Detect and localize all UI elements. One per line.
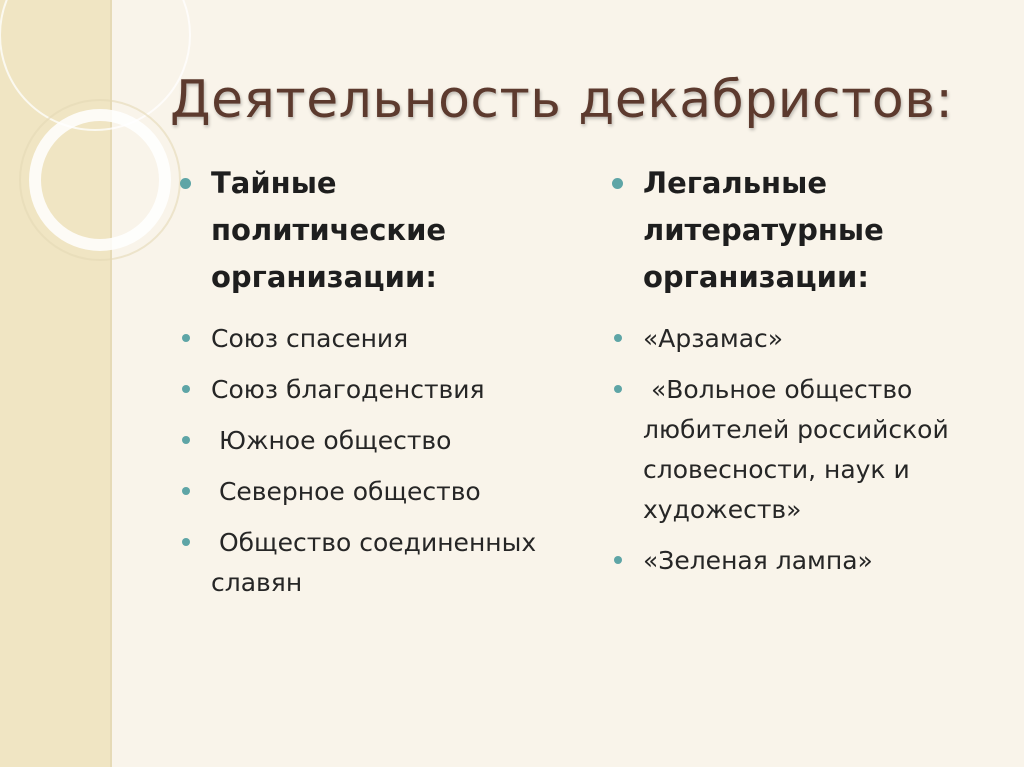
bullet-icon [182,436,190,444]
secret-organizations-list [180,319,560,603]
bullet-icon [180,178,191,189]
list-item [180,523,560,603]
list-item-text: Южное общество [211,426,452,455]
list-item-text: «Вольное общество любителей российской словесности, наук и художеств» [643,375,957,524]
list-item [612,319,1012,359]
slide-title: Деятельность декабристов: [170,70,954,130]
legal-organizations-column [612,160,1012,592]
secret-organizations-heading: Тайные политические организации: [211,166,447,294]
list-item-text: «Арзамас» [643,324,784,353]
secret-organizations-column [180,160,560,614]
bullet-icon [614,334,622,342]
list-item [180,319,560,359]
bullet-icon [182,487,190,495]
legal-organizations-heading: Легальные литературные организации: [643,166,884,294]
list-item-text: Союз благоденствия [211,375,485,404]
bullet-icon [614,385,622,393]
list-item-text: Северное общество [211,477,481,506]
decorative-circles [0,0,200,280]
legal-organizations-list [612,319,1012,581]
bullet-icon [612,178,623,189]
list-item [180,421,560,461]
list-item [180,472,560,512]
list-item [612,541,1012,581]
legal-organizations-heading-row [612,160,1012,301]
list-item-text: Союз спасения [211,324,409,353]
secret-organizations-heading-row [180,160,560,301]
bullet-icon [182,538,190,546]
list-item-text: Общество соединенных славян [211,528,545,597]
list-item [612,370,1012,530]
bullet-icon [182,334,190,342]
bullet-icon [614,556,622,564]
list-item [180,370,560,410]
list-item-text: «Зеленая лампа» [643,546,873,575]
bullet-icon [182,385,190,393]
